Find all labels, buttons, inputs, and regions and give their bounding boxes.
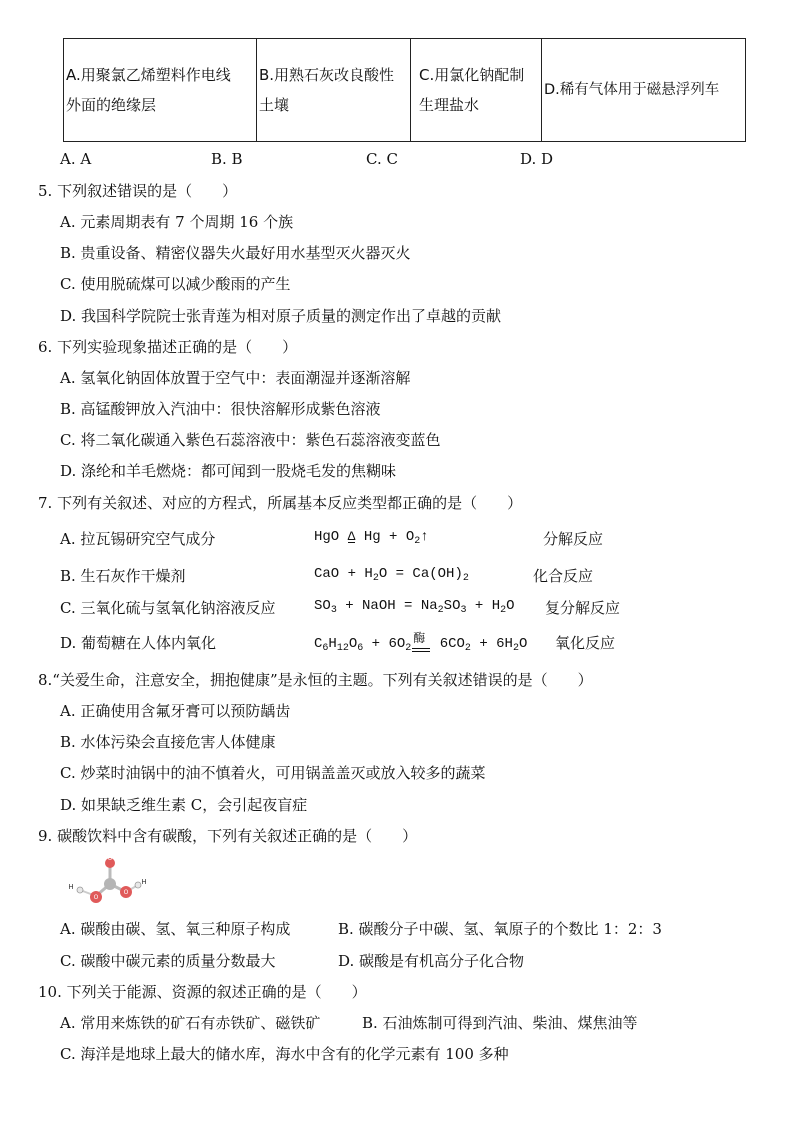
q8-option-a[interactable]: A. 正确使用含氟牙膏可以预防龋齿	[60, 702, 291, 720]
q7-option-c-type: 复分解反应	[545, 599, 621, 617]
q7-option-b-desc[interactable]: B. 生石灰作干燥剂	[60, 567, 186, 585]
q8-stem: 8.“关爱生命，注意安全，拥抱健康”是永恒的主题。下列有关叙述错误的是（ ）	[38, 671, 593, 689]
q10-stem: 10. 下列关于能源、资源的叙述正确的是（ ）	[38, 983, 367, 1001]
q5-stem: 5. 下列叙述错误的是（ ）	[38, 182, 238, 200]
molecule-label-h-left: H	[68, 883, 74, 891]
q7-option-b-equation: CaO + $H_2O = Ca(OH)_2$	[314, 566, 469, 584]
q8-option-b[interactable]: B. 水体污染会直接危害人体健康	[60, 733, 276, 751]
q4-cell-d-line1: D.稀有气体用于磁悬浮列车	[544, 82, 720, 98]
q4-options-table	[63, 38, 746, 142]
q4-cell-c	[411, 39, 542, 142]
q4-choice-a[interactable]: A. A	[60, 150, 92, 168]
molecule-hydrogen-atom	[135, 882, 141, 888]
q8-option-d[interactable]: D. 如果缺乏维生素 C，会引起夜盲症	[60, 796, 308, 814]
q4-cell-a-line2: 外面的绝缘层	[66, 96, 157, 114]
q8-option-c[interactable]: C. 炒菜时油锅中的油不慎着火，可用锅盖盖灭或放入较多的蔬菜	[60, 764, 486, 782]
q7-option-a-equation: HgO Δ $Hg + O_2↑$	[314, 529, 429, 547]
q6-option-b[interactable]: B. 高锰酸钾放入汽油中：很快溶解形成紫色溶液	[60, 400, 381, 418]
q7-option-d-desc[interactable]: D. 葡萄糖在人体内氧化	[60, 634, 217, 652]
q7-option-c-equation: $SO_3$ + NaOH = $Na_2SO_3 + H_2O$	[314, 598, 515, 616]
q7-option-b-type: 化合反应	[533, 567, 594, 585]
q7-option-a-desc[interactable]: A. 拉瓦锡研究空气成分	[60, 530, 216, 548]
q9-option-b[interactable]: B. 碳酸分子中碳、氢、氧原子的个数比 1：2：3	[338, 920, 662, 938]
q4-cell-c-line1: C.用氯化钠配制	[419, 66, 525, 84]
q4-cell-b-line2: 土壤	[259, 96, 290, 114]
q4-cell-b	[257, 39, 411, 142]
q9-option-c[interactable]: C. 碳酸中碳元素的质量分数最大	[60, 952, 276, 970]
q4-cell-b-line1: B.用熟石灰改良酸性	[259, 66, 395, 84]
molecule-label-o-top: O	[107, 855, 113, 862]
q4-choice-b[interactable]: B. B	[211, 150, 243, 168]
molecule-label-o-right: O	[123, 889, 129, 896]
q7-option-a-type: 分解反应	[543, 530, 604, 548]
molecule-hydrogen-atom	[77, 887, 83, 893]
q6-option-d[interactable]: D. 涤纶和羊毛燃烧：都可闻到一股烧毛发的焦糊味	[60, 462, 397, 480]
q9-stem: 9. 碳酸饮料中含有碳酸，下列有关叙述正确的是（ ）	[38, 827, 418, 845]
q10-option-b[interactable]: B. 石油炼制可得到汽油、柴油、煤焦油等	[362, 1014, 638, 1032]
molecule-carbon-atom	[104, 878, 116, 890]
q7-stem: 7. 下列有关叙述、对应的方程式，所属基本反应类型都正确的是（ ）	[38, 494, 523, 512]
q5-option-b[interactable]: B. 贵重设备、精密仪器失火最好用水基型灭火器灭火	[60, 244, 411, 262]
q4-cell-c-line2: 生理盐水	[419, 96, 480, 114]
q6-option-c[interactable]: C. 将二氧化碳通入紫色石蕊溶液中：紫色石蕊溶液变蓝色	[60, 431, 441, 449]
carbonic-acid-molecule-figure	[64, 852, 156, 910]
q10-option-c[interactable]: C. 海洋是地球上最大的储水库，海水中含有的化学元素有 100 多种	[60, 1045, 509, 1063]
q5-option-a[interactable]: A. 元素周期表有 7 个周期 16 个族	[60, 213, 294, 231]
q5-option-d[interactable]: D. 我国科学院院士张青莲为相对原子质量的测定作出了卓越的贡献	[60, 307, 502, 325]
q4-cell-d	[542, 39, 746, 142]
q4-cell-a-line1: A.用聚氯乙烯塑料作电线	[66, 66, 231, 84]
q10-option-a[interactable]: A. 常用来炼铁的矿石有赤铁矿、磁铁矿	[60, 1014, 321, 1032]
q4-cell-a	[64, 39, 257, 142]
molecule-label-h-right: H	[141, 878, 147, 886]
q6-stem: 6. 下列实验现象描述正确的是（ ）	[38, 338, 298, 356]
q7-option-d-type: 氧化反应	[555, 634, 616, 652]
q6-option-a[interactable]: A. 氢氧化钠固体放置于空气中：表面潮湿并逐渐溶解	[60, 369, 411, 387]
q9-option-d[interactable]: D. 碳酸是有机高分子化合物	[338, 952, 525, 970]
q5-option-c[interactable]: C. 使用脱硫煤可以减少酸雨的产生	[60, 275, 291, 293]
q4-choice-d[interactable]: D. D	[520, 150, 554, 168]
q7-option-d-equation: $C_6H_{12}O_6 + 6O_2$ 酶 $6CO_2 + 6H_2O$	[314, 631, 528, 654]
q7-option-c-desc[interactable]: C. 三氧化硫与氢氧化钠溶液反应	[60, 599, 276, 617]
q4-choice-c[interactable]: C. C	[366, 150, 398, 168]
q9-option-a[interactable]: A. 碳酸由碳、氢、氧三种原子构成	[60, 920, 291, 938]
molecule-label-o-left: O	[93, 894, 99, 901]
